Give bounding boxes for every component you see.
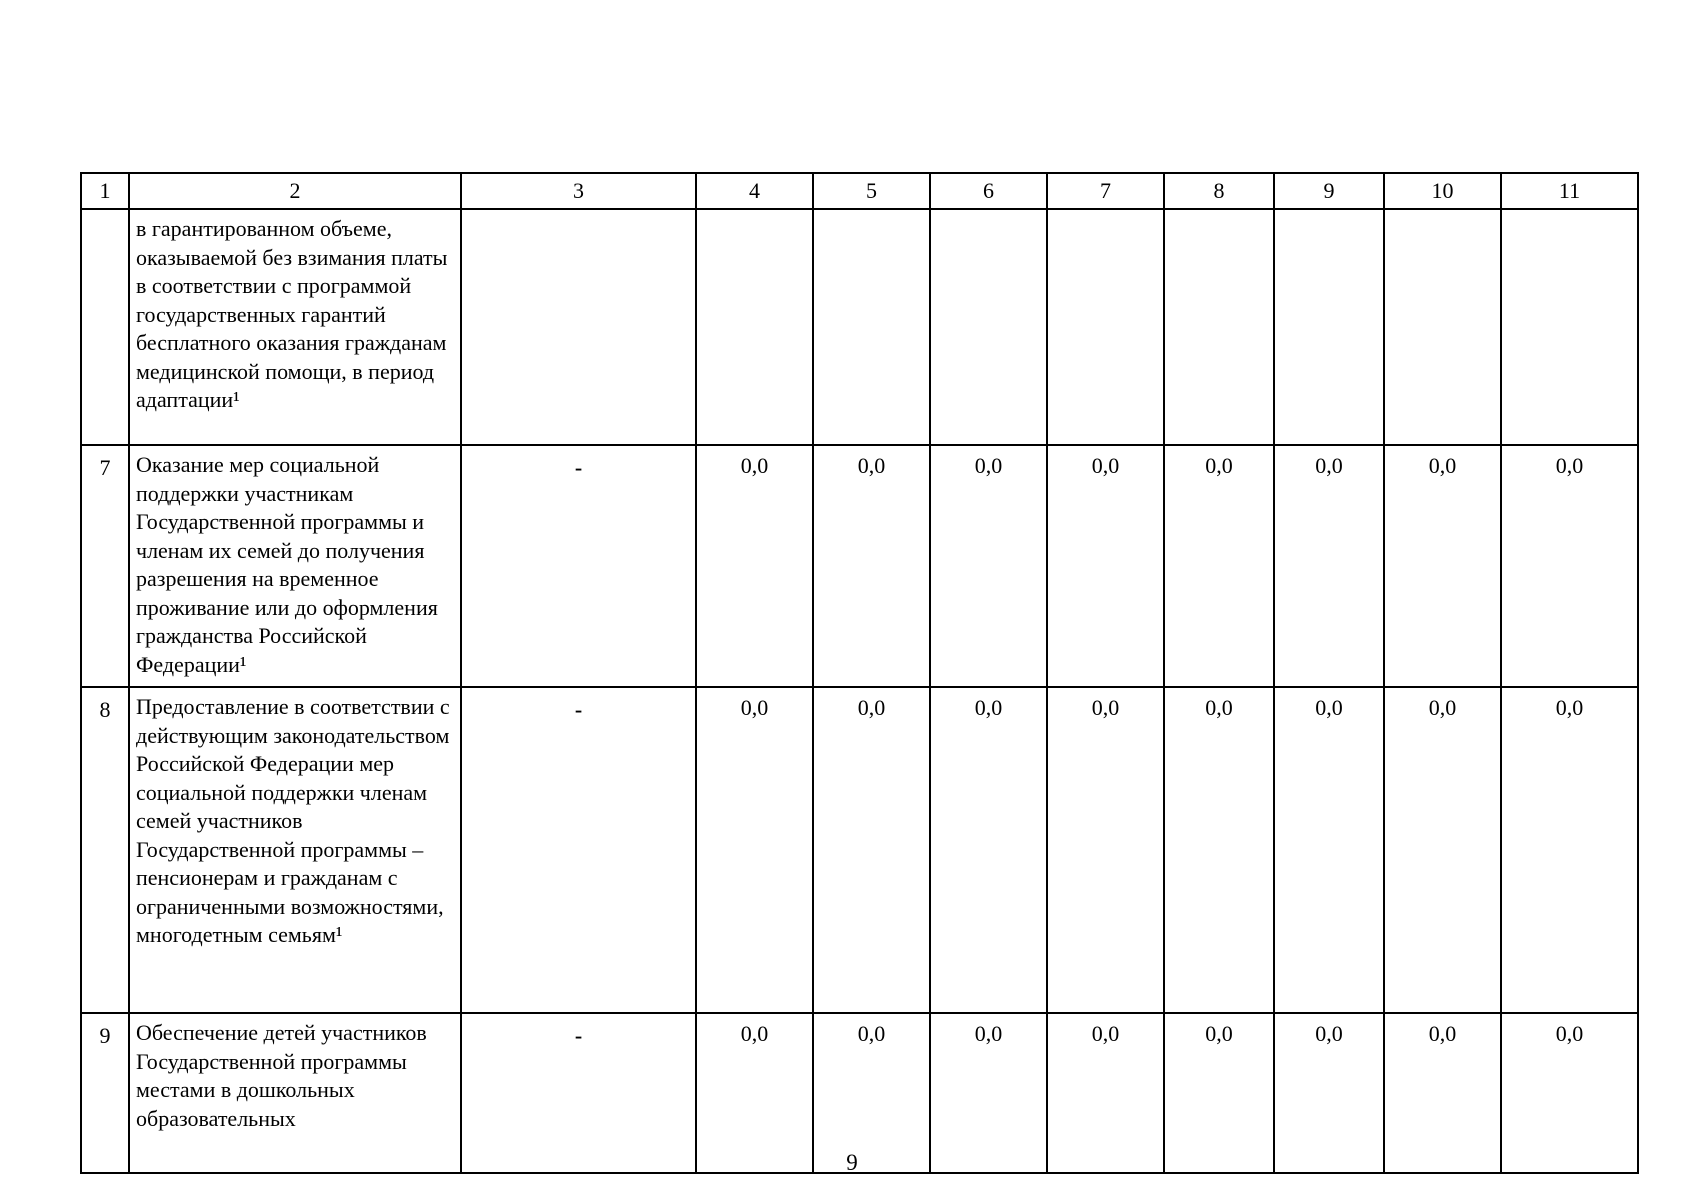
value-cell: 0,0 bbox=[813, 445, 930, 687]
value-cell: 0,0 bbox=[696, 445, 813, 687]
value-cell: 0,0 bbox=[1164, 687, 1274, 1013]
value-cell: 0,0 bbox=[1384, 445, 1501, 687]
header-cell: 6 bbox=[930, 173, 1047, 209]
empty-cell bbox=[461, 209, 696, 445]
value-cell: 0,0 bbox=[1047, 687, 1164, 1013]
value-cell: 0,0 bbox=[1501, 445, 1638, 687]
value-cell: 0,0 bbox=[930, 1013, 1047, 1173]
value-cell: 0,0 bbox=[1274, 1013, 1384, 1173]
value-cell: 0,0 bbox=[696, 1013, 813, 1173]
col3-cell: - bbox=[461, 1013, 696, 1173]
empty-cell bbox=[1274, 209, 1384, 445]
header-cell: 3 bbox=[461, 173, 696, 209]
table-row bbox=[81, 1013, 1638, 1173]
table-row bbox=[81, 687, 1638, 1013]
empty-cell bbox=[930, 209, 1047, 445]
value-cell: 0,0 bbox=[1384, 1013, 1501, 1173]
empty-cell bbox=[1384, 209, 1501, 445]
row-number-cell bbox=[81, 209, 129, 445]
value-cell: 0,0 bbox=[1047, 445, 1164, 687]
value-cell: 0,0 bbox=[930, 445, 1047, 687]
page-number: 9 bbox=[846, 1150, 858, 1175]
value-cell: 0,0 bbox=[813, 687, 930, 1013]
col3-cell: - bbox=[461, 445, 696, 687]
header-cell: 7 bbox=[1047, 173, 1164, 209]
col3-cell: - bbox=[461, 687, 696, 1013]
row-name-cell: Оказание мер социальной поддержки участникам Государственной программы и членам их семей до получения разрешения на временное проживание или до оформления гражданства Российской Федерации¹ bbox=[129, 445, 461, 687]
value-cell: 0,0 bbox=[1501, 1013, 1638, 1173]
row-number-cell: 7 bbox=[81, 445, 129, 687]
value-cell: 0,0 bbox=[813, 1013, 930, 1173]
header-cell: 11 bbox=[1501, 173, 1638, 209]
value-cell: 0,0 bbox=[1274, 445, 1384, 687]
value-cell: 0,0 bbox=[1501, 687, 1638, 1013]
empty-cell bbox=[1501, 209, 1638, 445]
value-cell: 0,0 bbox=[930, 687, 1047, 1013]
table-row bbox=[81, 445, 1638, 687]
row-number-cell: 9 bbox=[81, 1013, 129, 1173]
header-cell: 5 bbox=[813, 173, 930, 209]
row-number-cell: 8 bbox=[81, 687, 129, 1013]
empty-cell bbox=[1164, 209, 1274, 445]
header-cell: 9 bbox=[1274, 173, 1384, 209]
empty-cell bbox=[1047, 209, 1164, 445]
value-cell: 0,0 bbox=[1384, 687, 1501, 1013]
header-cell: 2 bbox=[129, 173, 461, 209]
row-name-cell: Обеспечение детей участников Государственной программы местами в дошкольных образовательных bbox=[129, 1013, 461, 1173]
table-row-continuation bbox=[81, 209, 1638, 445]
data-table bbox=[80, 172, 1639, 1174]
value-cell: 0,0 bbox=[1274, 687, 1384, 1013]
row-name-cell: Предоставление в соответствии с действующим законодательством Российской Федерации мер социальной поддержки членам семей участников Государственной программы – пенсионерам и гражданам с ограниченными возможностями, многодетным семьям¹ bbox=[129, 687, 461, 1013]
header-cell: 4 bbox=[696, 173, 813, 209]
header-row bbox=[81, 173, 1638, 209]
header-cell: 10 bbox=[1384, 173, 1501, 209]
row-name-cell: в гарантированном объеме, оказываемой без взимания платы в соответствии с программой государственных гарантий бесплатного оказания гражданам медицинской помощи, в период адаптации¹ bbox=[129, 209, 461, 445]
value-cell: 0,0 bbox=[1164, 1013, 1274, 1173]
value-cell: 0,0 bbox=[1047, 1013, 1164, 1173]
value-cell: 0,0 bbox=[696, 687, 813, 1013]
empty-cell bbox=[696, 209, 813, 445]
header-cell: 8 bbox=[1164, 173, 1274, 209]
value-cell: 0,0 bbox=[1164, 445, 1274, 687]
empty-cell bbox=[813, 209, 930, 445]
header-cell: 1 bbox=[81, 173, 129, 209]
